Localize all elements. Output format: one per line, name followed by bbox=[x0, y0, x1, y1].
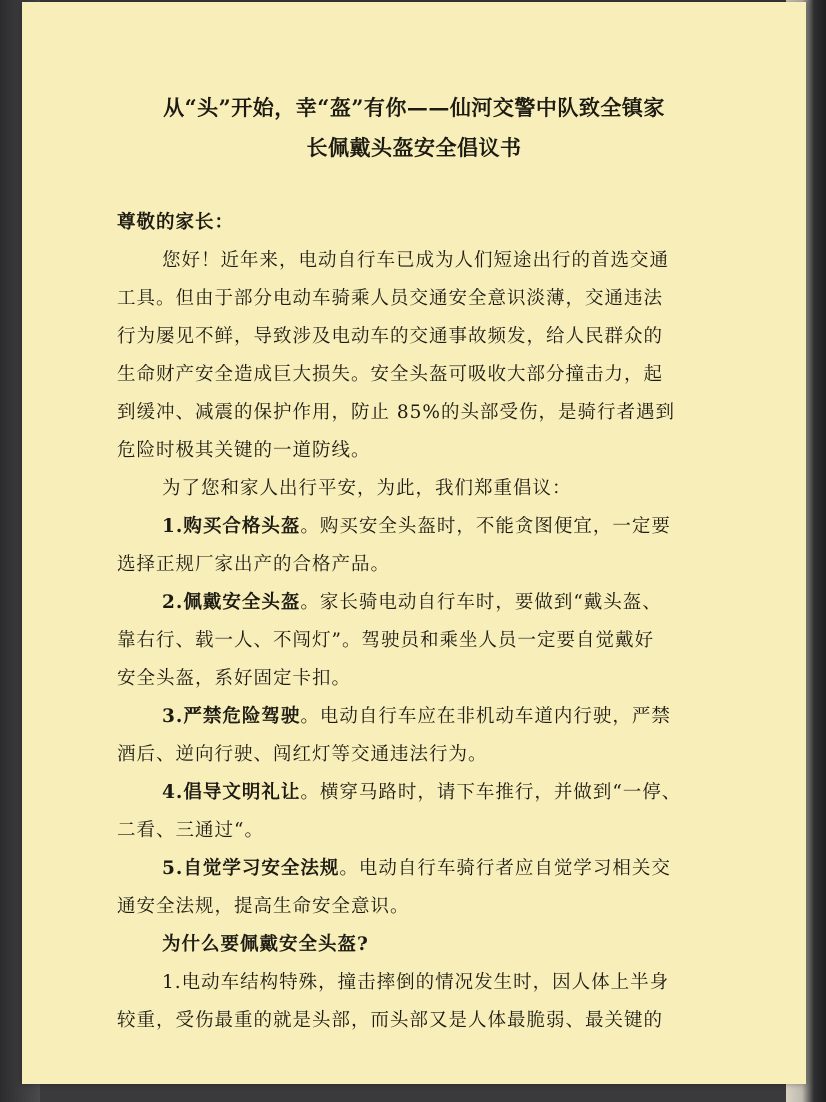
proposal-text: 。横穿马路时，请下车推行，并做到“一停、 bbox=[300, 782, 682, 803]
why-text: 较重，受伤最重的就是头部，而头部又是人体最脆弱、最关键的 bbox=[117, 1010, 664, 1031]
proposal-text: 二看、三通过“。 bbox=[117, 820, 264, 841]
lead-paragraph: 为了您和家人出行平安，为此，我们郑重倡议： bbox=[162, 478, 572, 499]
proposal-text: 。家长骑电动自行车时，要做到“戴头盔、 bbox=[300, 592, 662, 613]
proposal-item-5 bbox=[162, 854, 671, 880]
proposal-title: 2.佩戴安全头盔 bbox=[162, 592, 301, 613]
intro-line: 工具。但由于部分电动车骑乘人员交通安全意识淡薄，交通违法 bbox=[117, 288, 664, 309]
proposal-title: 3.严禁危险驾驶 bbox=[162, 706, 301, 727]
intro-line: 您好！近年来，电动自行车已成为人们短途出行的首选交通 bbox=[162, 250, 670, 271]
proposal-text: 通安全法规，提高生命安全意识。 bbox=[117, 896, 410, 917]
intro-line: 行为屡见不鲜，导致涉及电动车的交通事故频发，给人民群众的 bbox=[117, 326, 664, 347]
proposal-text: 安全头盔，系好固定卡扣。 bbox=[117, 668, 352, 689]
intro-line: 生命财产安全造成巨大损失。安全头盔可吸收大部分撞击力，起 bbox=[117, 364, 664, 385]
proposal-text: 选择正规厂家出产的合格产品。 bbox=[117, 554, 391, 575]
document-title-line-1: 从“头”开始，幸“盔”有你——仙河交警中队致全镇家 bbox=[163, 95, 665, 120]
proposal-text: 靠右行、载一人、不闯灯”。驾驶员和乘坐人员一定要自觉戴好 bbox=[117, 630, 654, 651]
proposal-title: 1.购买合格头盔 bbox=[162, 516, 301, 537]
proposal-title: 4.倡导文明礼让 bbox=[162, 782, 301, 803]
proposal-text: 。购买安全头盔时，不能贪图便宜，一定要 bbox=[300, 516, 671, 537]
proposal-text: 酒后、逆向行驶、闯红灯等交通违法行为。 bbox=[117, 744, 488, 765]
proposal-text: 。电动自行车应在非机动车道内行驶，严禁 bbox=[300, 706, 671, 727]
intro-line: 到缓冲、减震的保护作用，防止 85%的头部受伤，是骑行者遇到 bbox=[117, 402, 676, 423]
document-page bbox=[22, 2, 806, 1084]
proposal-text: 。电动自行车骑行者应自觉学习相关交 bbox=[339, 858, 671, 879]
why-text: 1.电动车结构特殊，撞击摔倒的情况发生时，因人体上半身 bbox=[162, 972, 670, 993]
proposal-item-2 bbox=[162, 588, 662, 614]
proposal-item-4 bbox=[162, 778, 681, 804]
why-heading: 为什么要佩戴安全头盔? bbox=[162, 934, 369, 955]
proposal-item-3 bbox=[162, 702, 671, 728]
proposal-item-1 bbox=[162, 512, 671, 538]
intro-line: 危险时极其关键的一道防线。 bbox=[117, 440, 371, 461]
document-title-line-2: 长佩戴头盔安全倡议书 bbox=[306, 135, 522, 160]
proposal-title: 5.自觉学习安全法规 bbox=[162, 858, 340, 879]
greeting: 尊敬的家长： bbox=[117, 212, 235, 233]
